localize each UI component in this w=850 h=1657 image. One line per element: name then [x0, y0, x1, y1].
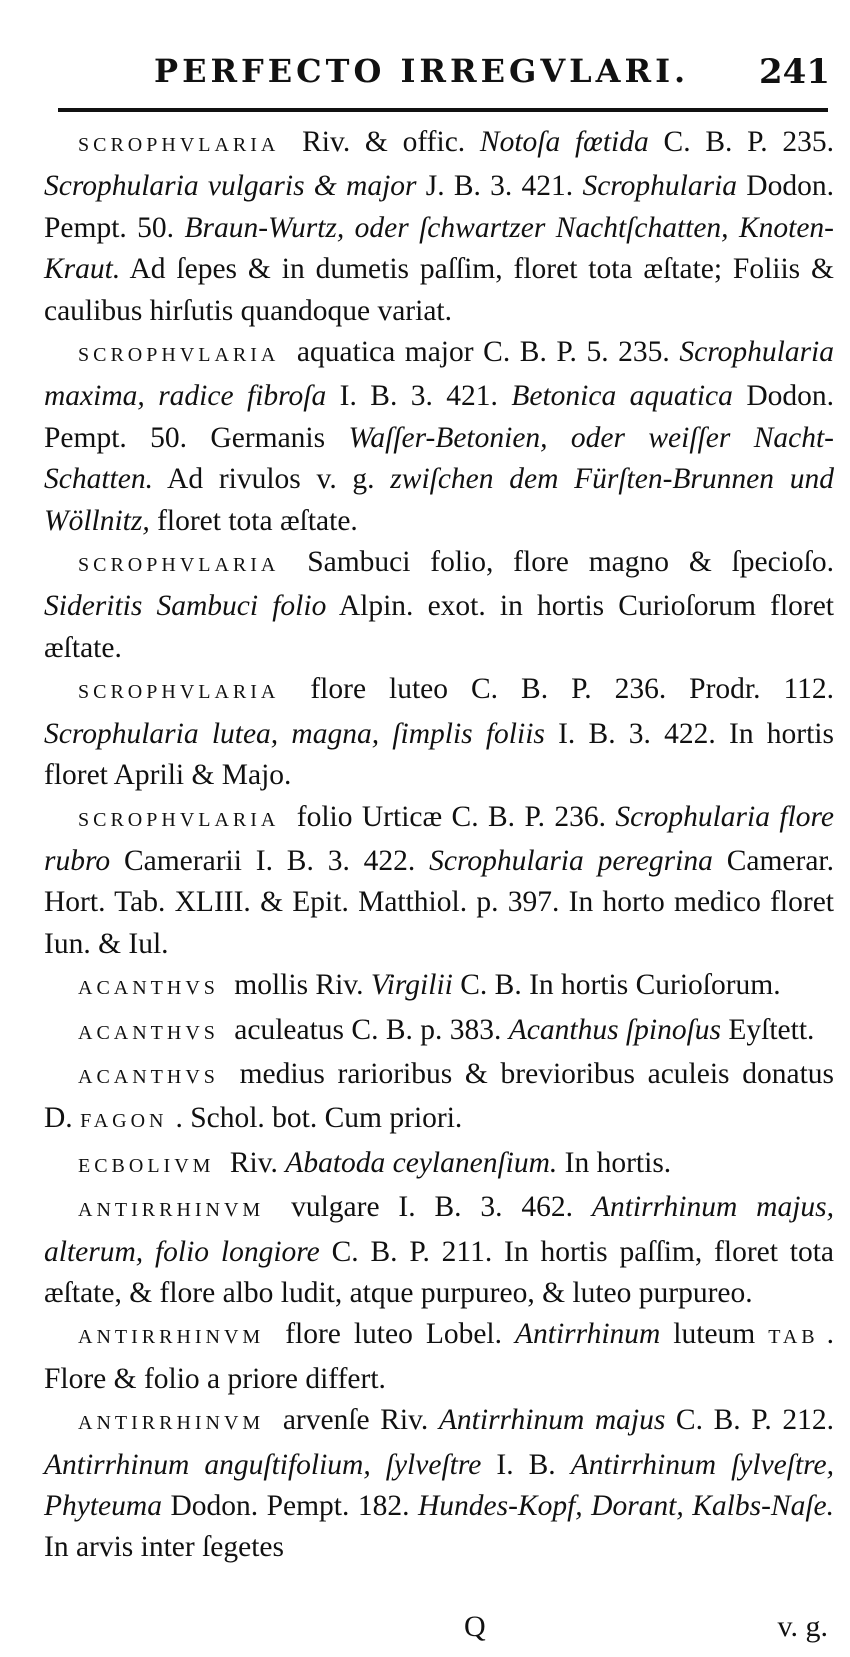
entry-text: Camerar. Hort. Tab. XLIII. & Epit. Matthiol. p. 397. In horto medico floret Iun. & Iul. [44, 844, 834, 960]
entry-text: flore luteo C. B. P. 236. Prodr. 112. [287, 673, 834, 706]
entry-italic-text: Antirrhinum [514, 1318, 661, 1351]
entry-paragraph [44, 1143, 834, 1187]
page-number: 241 [759, 52, 830, 92]
entry-paragraph [44, 1054, 834, 1143]
entry-paragraph [44, 332, 834, 542]
entry-italic-text: Antirrhinum majus, alterum, folio longiore [44, 1191, 834, 1268]
entry-text: Alpin. exot. in hortis Curioſorum floret æſtate. [44, 590, 835, 664]
entry-paragraph [44, 797, 834, 966]
entry-italic-text: Abatoda ceylanenſium. [285, 1146, 558, 1179]
entry-italic-text: Sideritis Sambuci folio [44, 590, 327, 623]
entry-genus: SCROPHVLARIA [78, 554, 280, 577]
page-header [44, 52, 834, 102]
entry-text: Dodon. Pempt. 50. Germanis [44, 380, 834, 454]
entry-text: FAGON [80, 1110, 168, 1133]
entry-text: Dodon. Pempt. 50. [44, 170, 834, 244]
entry-text: Ad ſepes & in dumetis paſſim, floret tota æſtate; Foliis & caulibus hirſutis quandoque variat. [44, 253, 834, 327]
entry-italic-text: Scrophularia flore rubro [44, 800, 834, 877]
entry-italic-text: Hundes-Kopf, Dorant, Kalbs-Naſe. [417, 1490, 834, 1522]
entry-genus: SCROPHVLARIA [78, 344, 280, 367]
entry-italic-text: Scrophularia [582, 170, 738, 203]
entry-italic-text: Betonica aquatica [511, 380, 733, 413]
entry-text: Sambuci folio, flore magno & ſpecioſo. [287, 546, 834, 579]
entry-italic-text: Virgilii [370, 969, 453, 1002]
entry-paragraph [44, 669, 834, 796]
entry-text: TAB [768, 1326, 819, 1349]
entry-text: Eyſtett. [721, 1013, 815, 1046]
entry-text: Riv. & offic. [287, 126, 480, 158]
entry-italic-text: Scrophularia maxima, radice fibroſa [44, 336, 834, 413]
entry-genus: ACANTHVS [78, 977, 219, 1000]
entry-genus: SCROPHVLARIA [78, 808, 280, 831]
entry-genus: ECBOLIVM [78, 1154, 215, 1177]
entry-text: luteum [660, 1318, 769, 1351]
entry-genus: ANTIRRHINVM [78, 1412, 265, 1435]
entry-italic-text: Scrophularia vulgaris & major [44, 170, 417, 203]
entry-text: floret tota æſtate. [149, 504, 358, 537]
entry-paragraph [44, 542, 834, 669]
header-rule [58, 108, 828, 112]
entry-text: I. B. [481, 1448, 571, 1481]
entry-italic-text: Antirrhinum majus [438, 1404, 666, 1437]
entry-text: C. B. In hortis Curioſorum. [452, 969, 781, 1002]
entries-list [44, 122, 834, 1569]
entry-text: . Flore & folio a priore differt. [44, 1318, 834, 1395]
entry-text: Riv. [222, 1146, 286, 1179]
entry-text: Dodon. Pempt. 182. [161, 1490, 418, 1522]
entry-italic-text: Antirrhinum anguſtifolium, ſylveſtre [44, 1448, 482, 1481]
entry-italic-text: zwiſchen dem Fürſten-Brunnen und Wöllnitz, [44, 463, 834, 537]
entry-text: I. B. 3. 421. [326, 380, 512, 413]
entry-italic-text: Scrophularia peregrina [429, 844, 713, 877]
entry-text: C. B. P. 212. [665, 1404, 834, 1437]
entry-text: mollis Riv. [226, 969, 371, 1002]
entry-italic-text: Waſſer-Betonien, oder weiſſer Nacht-Schatten. [44, 421, 834, 496]
entry-italic-text: Notoſa fœtida [479, 126, 649, 158]
entry-paragraph [44, 1314, 834, 1400]
entry-paragraph [44, 965, 834, 1009]
entry-italic-text: Braun-Wurtz, oder ſchwartzer Nachtſchatten, Knoten-Kraut. [44, 211, 834, 286]
entry-text: In arvis inter ſegetes [44, 1531, 285, 1564]
entry-text: folio Urticæ C. B. P. 236. [287, 800, 616, 833]
entry-text: flore luteo Lobel. [272, 1318, 515, 1351]
signature-mark: Q [464, 1610, 486, 1643]
entry-genus: SCROPHVLARIA [78, 134, 280, 156]
entry-text: In hortis. [557, 1146, 672, 1179]
entry-genus: ANTIRRHINVM [78, 1199, 265, 1222]
entry-italic-text: Antirrhinum ſylveſtre, Phyteuma [44, 1448, 835, 1522]
entry-text: C. B. P. 235. [648, 126, 834, 158]
entry-text: aquatica major C. B. P. 5. 235. [287, 336, 680, 369]
entry-text: vulgare I. B. 3. 462. [272, 1191, 592, 1224]
entry-genus: ANTIRRHINVM [78, 1326, 265, 1349]
entry-paragraph [44, 122, 834, 332]
entry-text: I. B. 3. 422. In hortis floret Aprili & Majo. [44, 717, 834, 792]
entry-genus: ACANTHVS [78, 1021, 219, 1044]
entry-italic-text: Scrophularia lutea, magna, ſimplis foliis [44, 717, 545, 750]
entry-paragraph [44, 1400, 834, 1569]
page-footer [44, 1610, 834, 1654]
entry-paragraph [44, 1010, 834, 1054]
running-title: PERFECTO IRREGVLARI. [154, 52, 690, 90]
entry-paragraph [44, 1187, 834, 1314]
entry-text: J. B. 3. 421. [416, 170, 583, 203]
entry-genus: ACANTHVS [78, 1065, 219, 1088]
entry-genus: SCROPHVLARIA [78, 681, 280, 704]
entry-text: Ad rivulos v. g. [152, 463, 391, 496]
entry-text: . Schol. bot. Cum priori. [175, 1102, 463, 1135]
entry-italic-text: Acanthus ſpinoſus [508, 1013, 721, 1046]
entry-text: medius rarioribus & brevioribus aculeis donatus D. [44, 1057, 834, 1135]
catchword: v. g. [777, 1610, 828, 1643]
entry-text: C. B. P. 211. In hortis paſſim, floret tota æſtate, & flore albo ludit, atque purpureo, & luteo purpureo. [44, 1235, 834, 1309]
entry-text: aculeatus C. B. p. 383. [226, 1013, 509, 1046]
entry-text: arvenſe Riv. [272, 1404, 439, 1437]
entry-text: Camerarii I. B. 3. 422. [110, 844, 430, 877]
